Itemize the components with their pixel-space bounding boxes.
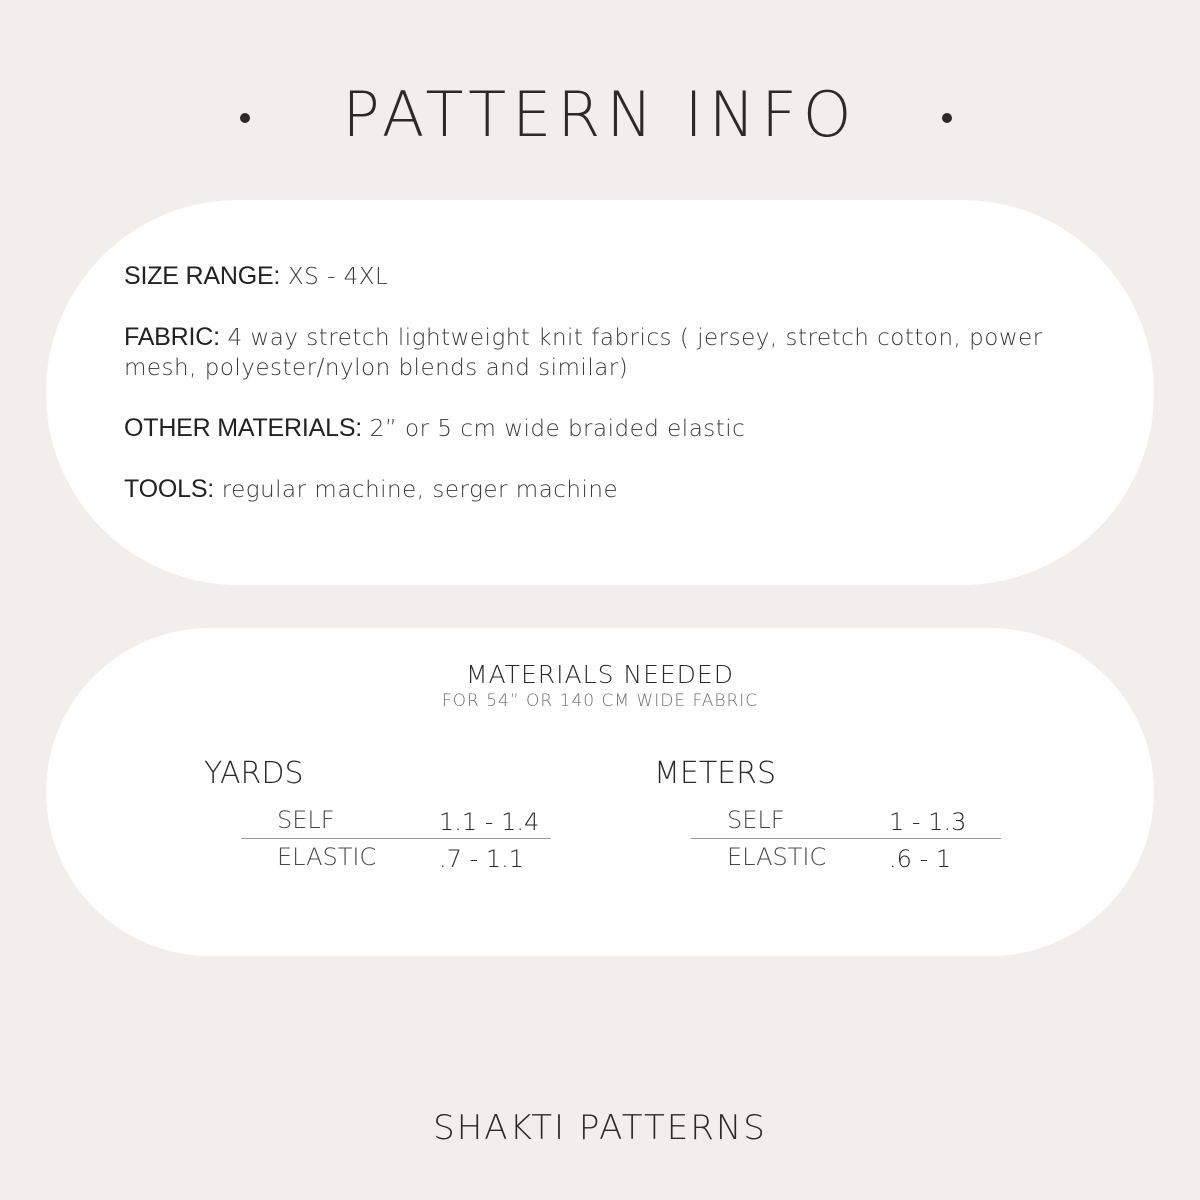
yards-rows [241,800,551,877]
meters-title: METERS [654,756,777,791]
info-list [124,262,1084,536]
row-value: .6 - 1 [889,845,952,873]
row-label: ELASTIC [727,843,827,871]
yards-table [204,756,564,877]
materials-subtitle: FOR 54” OR 140 CM WIDE FABRIC [441,691,759,711]
materials-heading [46,660,1154,712]
bullet-dot-icon [942,113,952,123]
info-label: FABRIC: [124,323,220,351]
row-label: ELASTIC [277,843,377,871]
row-value: .7 - 1.1 [439,845,524,873]
row-value: 1.1 - 1.4 [439,808,540,836]
yards-title: YARDS [204,756,304,791]
row-label: SELF [277,806,335,834]
meters-rows [691,800,1001,877]
info-row-size-range [124,262,1084,292]
table-row [241,839,551,877]
row-value: 1 - 1.3 [889,808,967,836]
pattern-info-card [46,200,1154,585]
page-header [0,72,1200,162]
info-row-fabric [124,323,1084,383]
materials-needed-card [46,628,1154,956]
table-row [241,800,551,839]
brand-name: SHAKTI PATTERNS [433,1108,767,1148]
table-row [691,800,1001,839]
info-value: 4 way stretch lightweight knit fabrics ( jersey, stretch cotton, power mesh, polyester/nylon blends and similar) [124,325,1043,381]
info-row-other-materials [124,414,1084,444]
table-row [691,839,1001,877]
info-label: TOOLS: [124,475,215,503]
info-label: OTHER MATERIALS: [124,414,363,442]
meters-table [654,756,1014,877]
info-value: 2” or 5 cm wide braided elastic [369,416,746,442]
info-value: regular machine, serger machine [221,477,619,503]
info-label: SIZE RANGE: [124,262,281,290]
page-title: PATTERN INFO [342,78,858,151]
materials-title: MATERIALS NEEDED [466,660,734,689]
info-row-tools [124,475,1084,505]
row-label: SELF [727,806,785,834]
info-value: XS - 4XL [287,264,389,290]
